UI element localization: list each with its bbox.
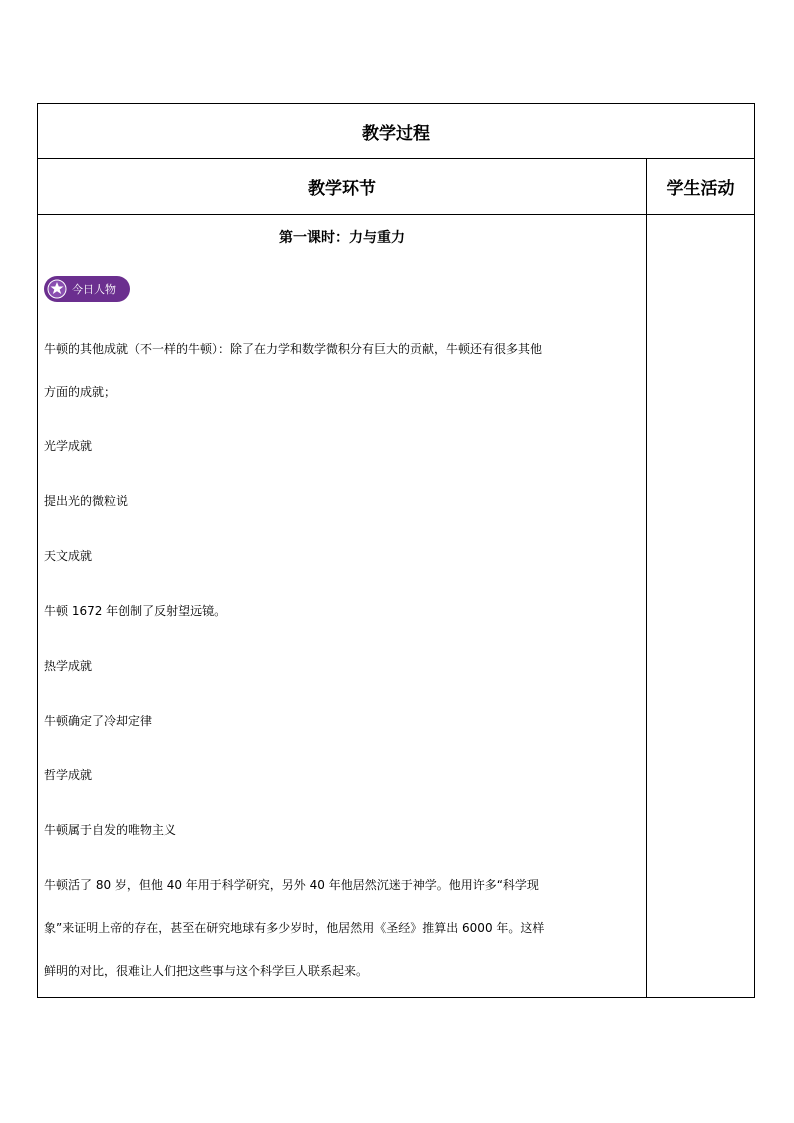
table-title: 教学过程 <box>38 104 754 159</box>
lesson-title: 第一课时：力与重力 <box>279 230 405 246</box>
paragraph-line: 牛顿 1672 年创制了反射望远镜。 <box>44 604 227 618</box>
today-person-badge <box>44 276 130 302</box>
section-heading: 光学成就 <box>44 439 93 453</box>
star-icon <box>46 278 68 300</box>
paragraph-line: 牛顿确定了冷却定律 <box>44 714 153 728</box>
section-heading: 哲学成就 <box>44 768 93 782</box>
paragraph-line: 牛顿的其他成就（不一样的牛顿）：除了在力学和数学微积分有巨大的贡献，牛顿还有很多其他 <box>44 342 543 356</box>
paragraph-line: 牛顿活了 80 岁，但他 40 年用于科学研究，另外 40 年他居然沉迷于神学。他用许多“科学现 <box>44 878 539 892</box>
section-heading: 热学成就 <box>44 659 93 673</box>
paragraph-line: 牛顿属于自发的唯物主义 <box>44 823 177 837</box>
teaching-step-cell <box>38 215 646 997</box>
paragraph-line: 象”来证明上帝的存在，甚至在研究地球有多少岁时，他居然用《圣经》推算出 6000 年。这样 <box>44 921 545 935</box>
column-header-student-activity: 学生活动 <box>666 179 735 199</box>
column-header-teaching-step: 教学环节 <box>308 179 376 199</box>
student-activity-cell <box>647 215 754 997</box>
paragraph-line: 鲜明的对比，很难让人们把这些事与这个科学巨人联系起来。 <box>44 964 369 978</box>
section-heading: 天文成就 <box>44 549 93 563</box>
teaching-process-table <box>37 103 755 998</box>
badge-label: 今日人物 <box>72 283 116 296</box>
paragraph-line: 方面的成就； <box>44 385 117 399</box>
paragraph-line: 提出光的微粒说 <box>44 494 129 508</box>
